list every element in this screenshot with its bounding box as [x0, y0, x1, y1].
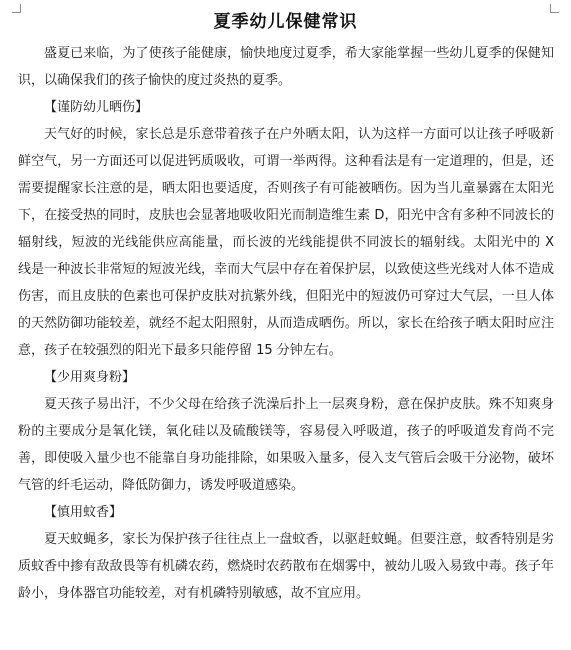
section-paragraph-sunburn: 天气好的时候，家长总是乐意带着孩子在户外晒太阳，认为这样一方面可以让孩子呼吸新鲜空气，另一方面还可以促进钙质吸收，可谓一举两得。这种看法是有一定道理的，但是，还需要提醒家长注意的是，晒太阳也要适度，否则孩子有可能被晒伤。因为当儿童暴露在太阳光下，在接受热的同时，皮肤也会显著地吸收阳光而制造维生素 D，阳光中含有多种不同波长的辐射线，短波的光线能供应高能量，而长波的光线能提供不同波长的辐射线。太阳光中的 X 线是一种波长非常短的短波光线，幸而大气层中存在着保护层，以致使这些光线对人体不造成伤害，而且皮肤的色素也可保护皮肤对抗紫外线，但阳光中的短波仍可穿过大气层，一旦人体的天然防御功能较差，就经不起太阳照射，从而造成晒伤。所以，家长在给孩子晒太阳时应注意，孩子在较强烈的阳光下最多只能停留 15 分钟左右。 [18, 127, 554, 358]
section-paragraph-mosquito-coil: 夏天蚊蝇多，家长为保护孩子往往点上一盘蚊香，以驱赶蚊蝇。但要注意，蚊香特别是劣质蚊香中掺有敌敌畏等有机磷农药，燃烧时农药散布在烟雾中，被幼儿吸入易致中毒。孩子年龄小，身体器官功能较差，对有机磷特别敏感，故不宜应用。 [18, 532, 554, 601]
document-body [18, 40, 554, 607]
section-heading-sunburn: 【谨防幼儿晒伤】 [44, 100, 149, 115]
document-title: 夏季幼儿保健常识 [213, 12, 358, 32]
section-heading-mosquito-coil: 【慎用蚊香】 [44, 505, 123, 520]
section-paragraph-powder: 夏天孩子易出汗，不少父母在给孩子洗澡后扑上一层爽身粉，意在保护皮肤。殊不知爽身粉的主要成分是氧化镁，氧化硅以及硫酸镁等，容易侵入呼吸道，孩子的呼吸道发育尚不完善，即使吸入量少也不能靠自身功能排除，如果吸入量多，侵入支气管后会吸干分泌物，破坏气管的纤毛运动，降低防御力，诱发呼吸道感染。 [18, 397, 554, 493]
intro-paragraph: 盛夏已来临，为了使孩子能健康，愉快地度过夏季，希大家能掌握一些幼儿夏季的保健知识，以确保我们的孩子愉快的度过炎热的夏季。 [18, 46, 554, 88]
section-heading-powder: 【少用爽身粉】 [44, 370, 136, 385]
